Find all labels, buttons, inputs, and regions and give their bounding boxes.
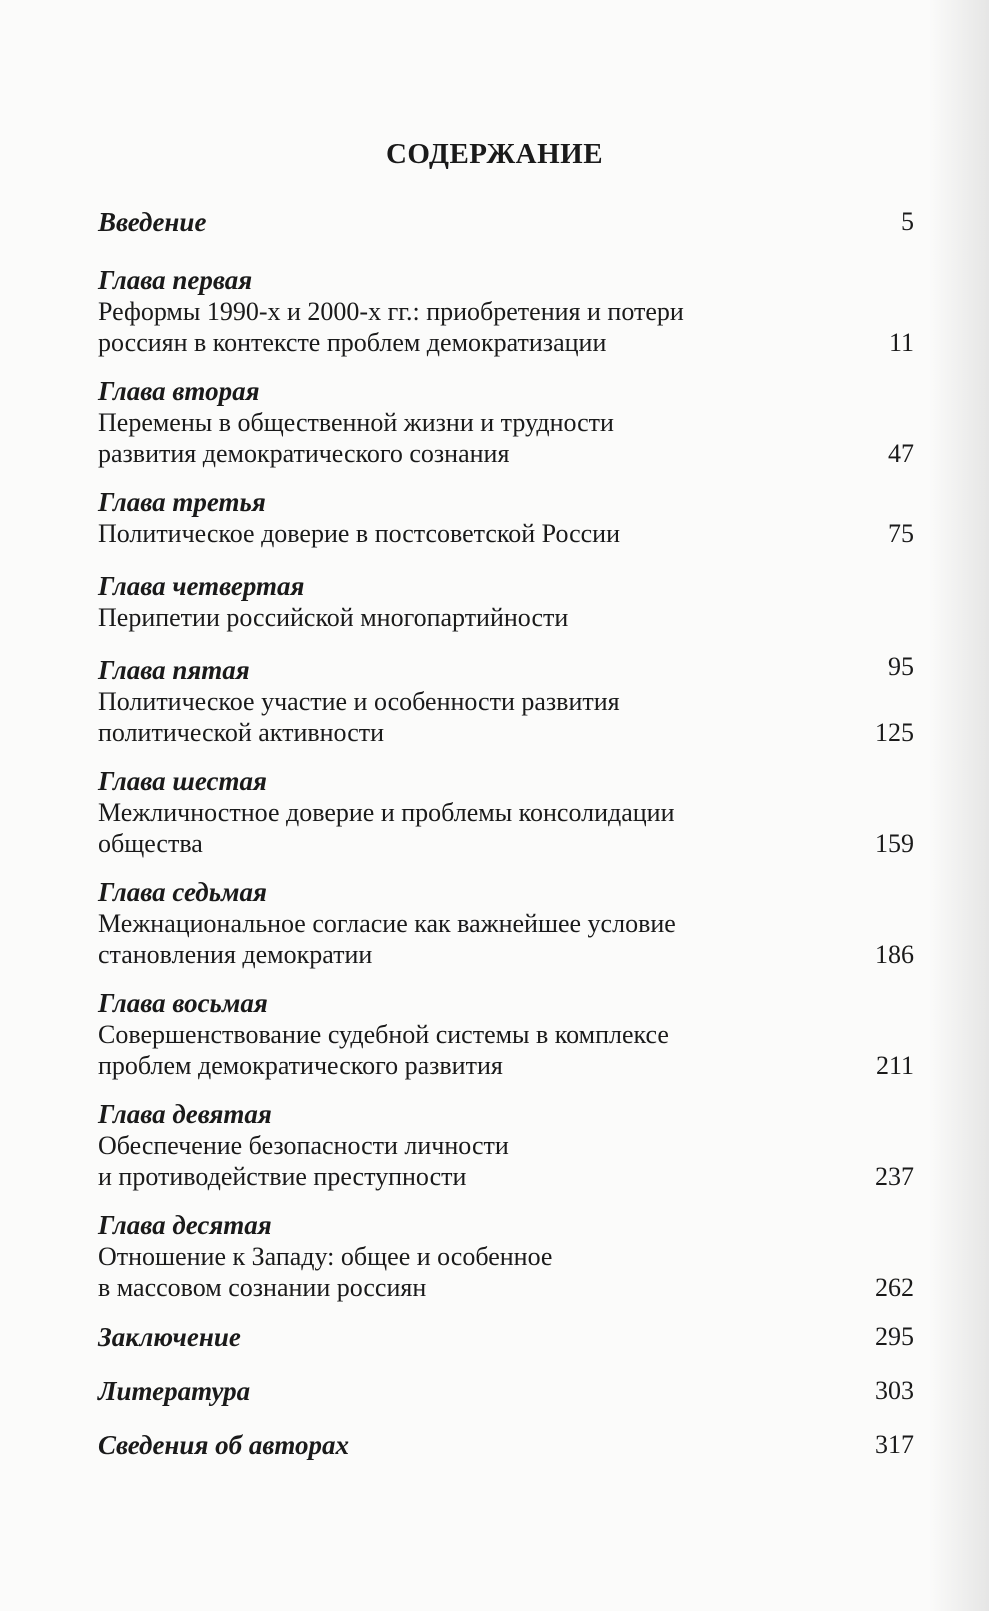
toc-line: Межнациональное согласие как важнейшее условие (98, 909, 676, 938)
toc-line: Отношение к Западу: общее и особенное (98, 1242, 553, 1271)
toc-heading: Глава шестая (98, 766, 267, 796)
toc-entry-literature (98, 1375, 914, 1407)
toc-heading: Глава девятая (98, 1099, 272, 1129)
toc-page-number: 317 (875, 1430, 914, 1459)
toc-line: Реформы 1990-х и 2000-х гг.: приобретения и потери (98, 297, 684, 326)
toc-heading: Глава пятая (98, 655, 250, 685)
toc-heading: Глава восьмая (98, 988, 268, 1018)
toc-heading: Заключение (98, 1322, 241, 1352)
toc-heading: Глава вторая (98, 376, 260, 406)
toc-heading: Сведения об авторах (98, 1430, 350, 1460)
toc-heading: Глава первая (98, 265, 253, 295)
toc-page-number: 211 (875, 1051, 914, 1080)
toc-line: Перемены в общественной жизни и трудности (98, 408, 614, 437)
toc-line: и противодействие преступности (98, 1162, 467, 1191)
toc-entry-chapter-2 (98, 375, 914, 469)
toc-page-number: 159 (875, 829, 914, 858)
toc-line: политической активности (98, 718, 385, 747)
toc-heading: Глава третья (98, 487, 266, 517)
toc-entry-chapter-7 (98, 876, 914, 970)
toc-page-number: 75 (888, 519, 914, 548)
toc-heading: Литература (98, 1376, 251, 1406)
toc-entry-conclusion (98, 1321, 914, 1353)
toc-page-number: 125 (875, 718, 914, 747)
toc-line: развития демократического сознания (98, 439, 510, 468)
toc-page-number: 303 (875, 1376, 914, 1405)
page-title: СОДЕРЖАНИЕ (385, 138, 604, 170)
toc-line: проблем демократического развития (98, 1051, 503, 1080)
toc-line: Обеспечение безопасности личности (98, 1131, 509, 1160)
toc-line: становления демократии (98, 940, 373, 969)
toc-heading: Глава четвертая (98, 571, 305, 601)
toc-entry-intro (98, 206, 914, 238)
toc-page-number: 47 (888, 439, 914, 468)
page-edge-shadow (929, 0, 989, 1611)
toc-entry-chapter-1 (98, 264, 914, 358)
toc-page-number: 11 (888, 328, 914, 357)
toc-line: Политическое участие и особенности развития (98, 687, 620, 716)
toc-entry-chapter-5 (98, 654, 914, 748)
toc-entry-chapter-6 (98, 765, 914, 859)
toc-page-number: 95 (888, 652, 914, 681)
toc-page-number: 5 (901, 207, 914, 236)
toc-line: россиян в контексте проблем демократизации (98, 328, 607, 357)
toc-page-number: 262 (875, 1273, 914, 1302)
toc-page-number: 237 (875, 1162, 914, 1191)
toc-entry-chapter-10 (98, 1209, 914, 1303)
toc-heading: Введение (98, 207, 207, 237)
toc-line: Политическое доверие в постсоветской России (98, 519, 620, 548)
toc-entry-chapter-3 (98, 486, 914, 549)
toc-line: Совершенствование судебной системы в комплексе (98, 1020, 669, 1049)
toc-entry-authors (98, 1429, 914, 1461)
table-of-contents (98, 196, 914, 1461)
toc-line: Межличностное доверие и проблемы консолидации (98, 798, 675, 827)
toc-heading: Глава седьмая (98, 877, 267, 907)
toc-entry-chapter-9 (98, 1098, 914, 1192)
toc-page-number: 295 (875, 1322, 914, 1351)
toc-line: общества (98, 829, 203, 858)
toc-page-number: 186 (875, 940, 914, 969)
toc-entry-chapter-8 (98, 987, 914, 1081)
toc-line: Перипетии российской многопартийности (98, 603, 569, 632)
toc-heading: Глава десятая (98, 1210, 272, 1240)
toc-line: в массовом сознании россиян (98, 1273, 427, 1302)
